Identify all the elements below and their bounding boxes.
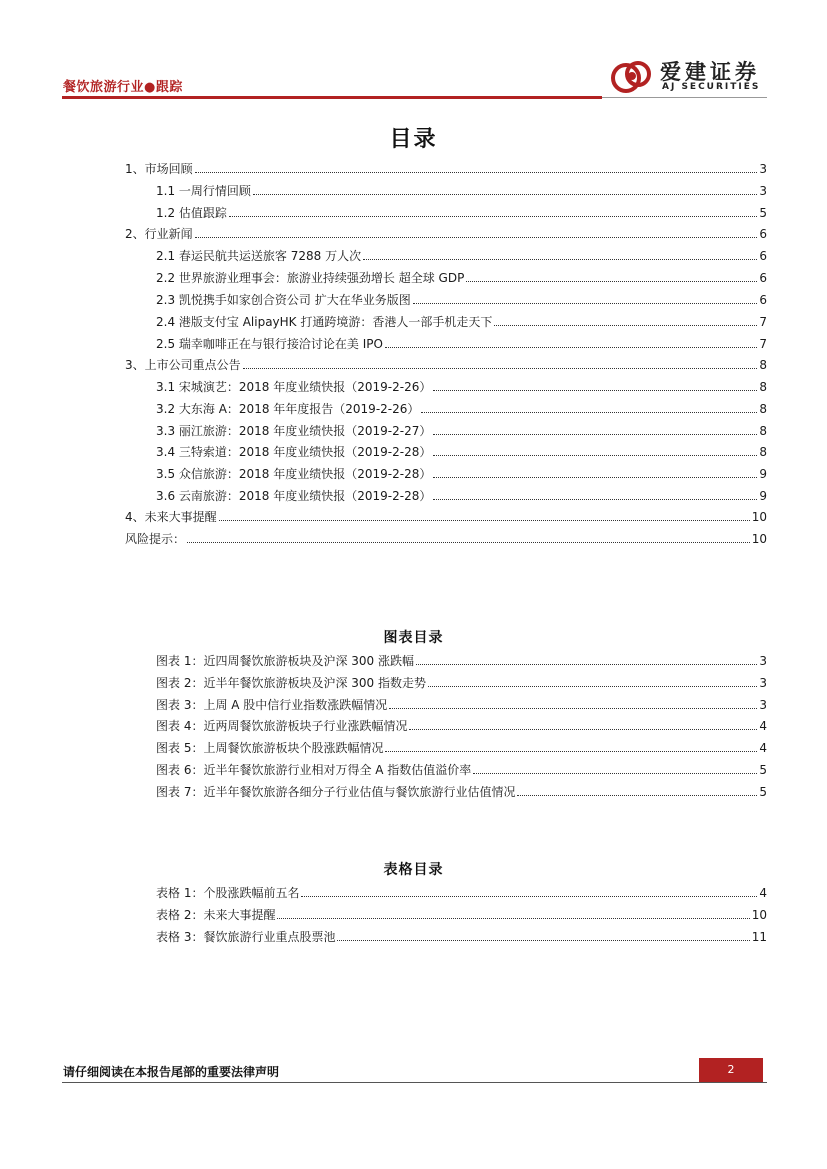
toc-entry[interactable] xyxy=(125,530,767,548)
report-category-title xyxy=(63,76,183,95)
table-list-entry-page: 11 xyxy=(751,930,767,944)
figure-list-entry-title: 图表 7：近半年餐饮旅游各细分子行业估值与餐饮旅游行业估值情况 xyxy=(156,785,516,799)
dot-leader xyxy=(277,906,749,919)
bullet-dot-icon: ● xyxy=(144,80,156,95)
figure-list-entry-page: 5 xyxy=(759,785,767,799)
table-list-entry[interactable] xyxy=(156,928,767,946)
toc-entry-page: 8 xyxy=(759,402,767,416)
toc-entry[interactable] xyxy=(156,247,767,265)
toc-entry[interactable] xyxy=(156,400,767,418)
dot-leader xyxy=(433,422,757,435)
toc-entry-page: 10 xyxy=(751,532,767,546)
toc-entry-title: 3.6 云南旅游：2018 年度业绩快报（2019-2-28） xyxy=(156,489,432,503)
dot-leader xyxy=(385,335,757,348)
dot-leader xyxy=(229,204,757,217)
toc-entry-page: 9 xyxy=(759,467,767,481)
dot-leader xyxy=(517,783,757,796)
toc-entry-page: 7 xyxy=(759,337,767,351)
dot-leader xyxy=(363,247,757,260)
table-list-entry[interactable] xyxy=(156,906,767,924)
footer-divider xyxy=(62,1082,767,1083)
figure-list-entry[interactable] xyxy=(156,739,767,757)
toc-entry-title: 3.1 宋城演艺：2018 年度业绩快报（2019-2-26） xyxy=(156,380,432,394)
dot-leader xyxy=(219,508,750,521)
toc-entry-title: 1.1 一周行情回顾 xyxy=(156,184,251,198)
dot-leader xyxy=(433,487,757,500)
toc-entry-page: 10 xyxy=(751,510,767,524)
figure-list-entry-title: 图表 4：近两周餐饮旅游板块子行业涨跌幅情况 xyxy=(156,719,408,733)
table-list-entry-title: 表格 2：未来大事提醒 xyxy=(156,908,276,922)
dot-leader xyxy=(428,674,757,687)
toc-entry-title: 3.3 丽江旅游：2018 年度业绩快报（2019-2-27） xyxy=(156,424,432,438)
header-divider-red xyxy=(62,96,602,99)
dot-leader xyxy=(409,717,757,730)
toc-entry-title: 2、行业新闻 xyxy=(125,227,193,241)
toc-entry-title: 4、未来大事提醒 xyxy=(125,510,217,524)
dot-leader xyxy=(494,313,757,326)
logo-english-name: AJ SECURITIES xyxy=(662,82,761,92)
figure-list-entry-page: 5 xyxy=(759,763,767,777)
toc-entry[interactable] xyxy=(156,443,767,461)
toc-entry-page: 5 xyxy=(759,206,767,220)
page-number: 2 xyxy=(699,1058,763,1082)
toc-entry[interactable] xyxy=(156,335,767,353)
figure-list-entry-page: 3 xyxy=(759,654,767,668)
figure-list-entry[interactable] xyxy=(156,696,767,714)
table-list-entry-title: 表格 1：个股涨跌幅前五名 xyxy=(156,886,300,900)
company-logo xyxy=(610,56,770,96)
figure-list-entry-page: 3 xyxy=(759,698,767,712)
figure-list-entry-page: 4 xyxy=(759,741,767,755)
figure-list-entry-title: 图表 3：上周 A 股中信行业指数涨跌幅情况 xyxy=(156,698,388,712)
dot-leader xyxy=(421,400,757,413)
toc-entry[interactable] xyxy=(125,356,767,374)
dot-leader xyxy=(389,696,757,709)
toc-entry-page: 7 xyxy=(759,315,767,329)
toc-entry-title: 2.3 凯悦携手如家创合资公司 扩大在华业务版图 xyxy=(156,293,411,307)
dot-leader xyxy=(433,378,757,391)
logo-chinese-name: 爱建证券 xyxy=(660,60,760,84)
toc-entry[interactable] xyxy=(156,204,767,222)
toc-entry[interactable] xyxy=(156,465,767,483)
toc-entry-title: 2.5 瑞幸咖啡正在与银行接洽讨论在美 IPO xyxy=(156,337,383,351)
toc-entry[interactable] xyxy=(156,313,767,331)
figure-list-entry[interactable] xyxy=(156,674,767,692)
toc-entry-page: 3 xyxy=(759,184,767,198)
table-list-title: 表格目录 xyxy=(383,862,444,878)
toc-entry-title: 3.2 大东海 A：2018 年年度报告（2019-2-26） xyxy=(156,402,420,416)
dot-leader xyxy=(337,928,749,941)
toc-entry-title: 3、上市公司重点公告 xyxy=(125,358,241,372)
toc-entry-page: 3 xyxy=(759,162,767,176)
figure-list-entry-title: 图表 1：近四周餐饮旅游板块及沪深 300 涨跌幅 xyxy=(156,654,414,668)
dot-leader xyxy=(473,761,757,774)
figure-list-entry-page: 4 xyxy=(759,719,767,733)
toc-entry-title: 3.4 三特索道：2018 年度业绩快报（2019-2-28） xyxy=(156,445,432,459)
figure-list-entry[interactable] xyxy=(156,717,767,735)
dot-leader xyxy=(195,225,758,238)
toc-entry-page: 6 xyxy=(759,249,767,263)
toc-entry[interactable] xyxy=(156,422,767,440)
header-divider-gray xyxy=(602,97,767,98)
dot-leader xyxy=(433,465,757,478)
figure-list-entry-title: 图表 2：近半年餐饮旅游板块及沪深 300 指数走势 xyxy=(156,676,426,690)
table-list-entry[interactable] xyxy=(156,884,767,902)
table-list-entry-title: 表格 3：餐饮旅游行业重点股票池 xyxy=(156,930,336,944)
toc-entry[interactable] xyxy=(156,291,767,309)
toc-entry-page: 9 xyxy=(759,489,767,503)
dot-leader xyxy=(466,269,757,282)
dot-leader xyxy=(385,739,757,752)
toc-entry-page: 6 xyxy=(759,271,767,285)
dot-leader xyxy=(253,182,757,195)
toc-entry-page: 8 xyxy=(759,424,767,438)
figure-list-entry-title: 图表 5：上周餐饮旅游板块个股涨跌幅情况 xyxy=(156,741,384,755)
figure-list-entry-page: 3 xyxy=(759,676,767,690)
toc-entry-page: 8 xyxy=(759,380,767,394)
dot-leader xyxy=(433,443,757,456)
toc-title: 目录 xyxy=(389,127,438,152)
dot-leader xyxy=(187,530,750,543)
toc-entry[interactable] xyxy=(125,225,767,243)
toc-entry[interactable] xyxy=(156,378,767,396)
dot-leader xyxy=(413,291,758,304)
toc-entry-title: 风险提示： xyxy=(125,532,186,546)
toc-entry[interactable] xyxy=(125,160,767,178)
figure-list-title: 图表目录 xyxy=(383,630,444,646)
toc-entry-title: 2.1 春运民航共运送旅客 7288 万人次 xyxy=(156,249,362,263)
table-list-entry-page: 4 xyxy=(759,886,767,900)
figure-list-entry[interactable] xyxy=(156,652,767,670)
toc-entry-title: 2.2 世界旅游业理事会：旅游业持续强劲增长 超全球 GDP xyxy=(156,271,465,285)
figure-list-entry[interactable] xyxy=(156,761,767,779)
toc-entry[interactable] xyxy=(125,508,767,526)
toc-entry-title: 3.5 众信旅游：2018 年度业绩快报（2019-2-28） xyxy=(156,467,432,481)
toc-entry-page: 8 xyxy=(759,358,767,372)
table-list-entry-page: 10 xyxy=(751,908,767,922)
category-sub-label: 跟踪 xyxy=(155,80,183,95)
toc-entry-title: 2.4 港版支付宝 AlipayHK 打通跨境游：香港人一部手机走天下 xyxy=(156,315,493,329)
dot-leader xyxy=(243,356,758,369)
toc-entry-page: 6 xyxy=(759,227,767,241)
category-label: 餐饮旅游行业 xyxy=(63,80,145,95)
figure-list-entry[interactable] xyxy=(156,783,767,801)
aj-securities-logo-icon xyxy=(610,56,654,96)
toc-entry-title: 1、市场回顾 xyxy=(125,162,193,176)
figure-list-entry-title: 图表 6：近半年餐饮旅游行业相对万得全 A 指数估值溢价率 xyxy=(156,763,472,777)
toc-entry[interactable] xyxy=(156,182,767,200)
legal-disclaimer: 请仔细阅读在本报告尾部的重要法律声明 xyxy=(63,1065,280,1079)
toc-entry-page: 6 xyxy=(759,293,767,307)
dot-leader xyxy=(416,652,757,665)
toc-entry-page: 8 xyxy=(759,445,767,459)
toc-entry-title: 1.2 估值跟踪 xyxy=(156,206,227,220)
dot-leader xyxy=(195,160,758,173)
toc-entry[interactable] xyxy=(156,487,767,505)
toc-entry[interactable] xyxy=(156,269,767,287)
dot-leader xyxy=(301,884,757,897)
